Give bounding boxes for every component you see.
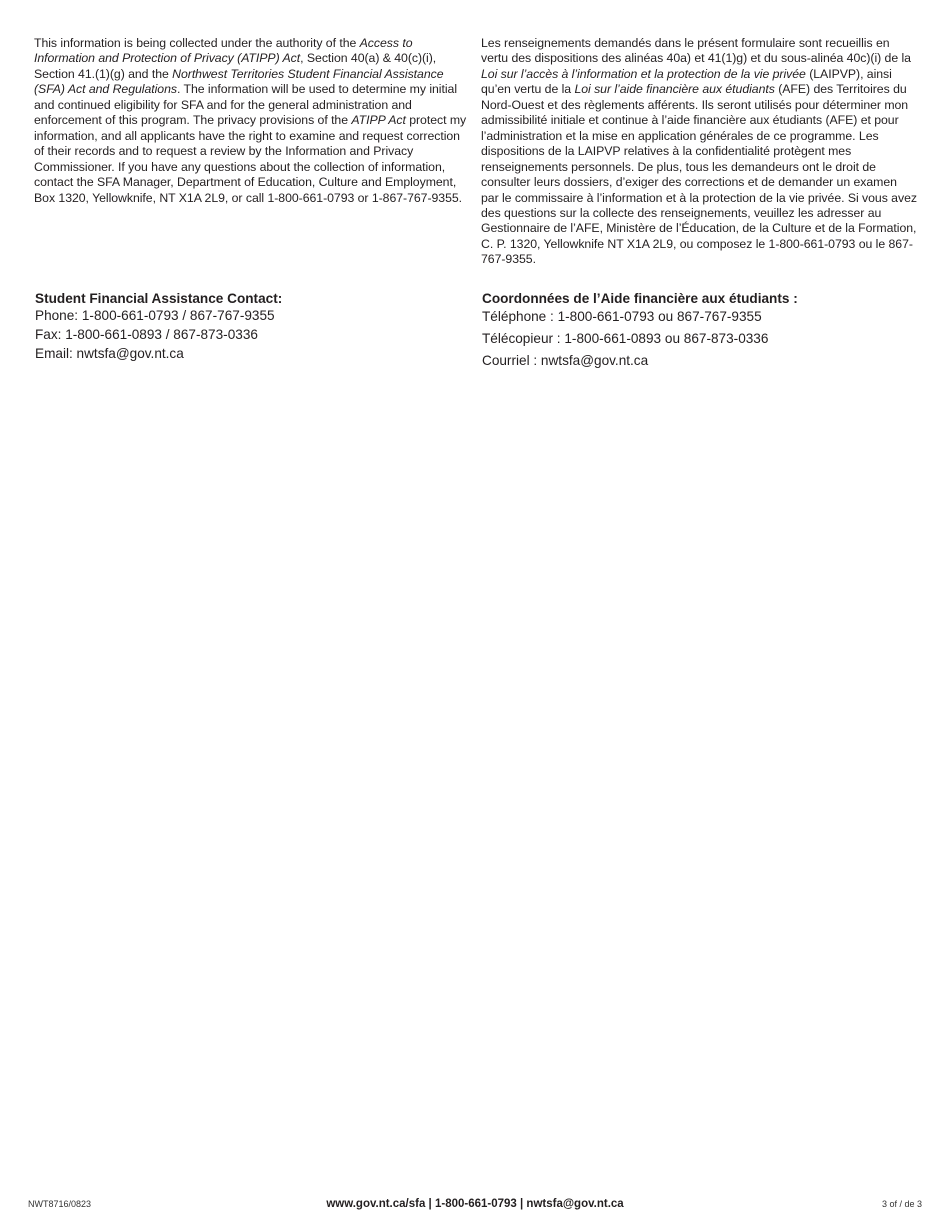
privacy-notice-english (34, 36, 472, 206)
contact-title-fr: Coordonnées de l’Aide financière aux étudiants : (482, 291, 798, 306)
contact-email-fr: Courriel : nwtsfa@gov.nt.ca (482, 353, 649, 368)
contact-phone-fr: Téléphone : 1-800-661-0793 ou 867-767-9355 (482, 309, 762, 324)
atipp-act-short: ATIPP Act (351, 113, 406, 128)
atipp-act-title: Access to Information and Protection of Privacy (ATIPP) Act (34, 36, 413, 66)
privacy-paragraph-en: This information is being collected under the authority of the Access to Information and Protection of Privacy (ATIPP) Act, Section 40(a) & 40(c)(i), Section 41.(1)(g) and the Northwest Territories Student Financial Assistance (SFA) Act and Regulations. The information will be used to determine my initial and continued eligibility for SFA and for the general administration and enforcement of this program. The privacy provisions of the ATIPP Act protect my information, and all applicants have the right to examine and request correction of their records and to request a review by the Information and Privacy Commissioner. If you have any questions about the collection of information, contact the SFA Manager, Department of Education, Culture and Employment, Box 1320, Yellowknife, NT X1A 2L9, or call 1-800-661-0793 or 1-867-767-9355. (34, 36, 467, 205)
privacy-paragraph-fr: Les renseignements demandés dans le présent formulaire sont recueillis en vertu des dispositions des alinéas 40a) et 41(1)g) et du sous-alinéa 40c)(i) de la Loi sur l’accès à l’information et la protection de la vie privée (LAIPVP), ainsi qu’en vertu de la Loi sur l’aide financière aux étudiants (AFE) des Territoires du Nord-Ouest et des règlements afférents. Ils seront utilisés pour déterminer mon admissibilité initiale et continue à l’aide financière aux étudiants (AFE) et pour l’administration et la mise en application générales de ce programme. Les dispositions de la LAIPVP relatives à la confidentialité protègent mes renseignements personnels. De plus, tous les demandeurs ont le droit de consulter leurs dossiers, d’exiger des corrections et de demander un examen par le commissaire à l’information et à la protection de la vie privée. Si vous avez des questions sur la collecte des renseignements, veuillez les adresser au Gestionnaire de l’AFE, Ministère de l’Éducation, de la Culture et de la Formation, C. P. 1320, Yellowknife NT X1A 2L9, ou composez le 1-800-661-0793 ou le 867-767-9355. (481, 36, 917, 267)
contact-phone-en: Phone: 1-800-661-0793 / 867-767-9355 (35, 308, 275, 323)
privacy-notice-french (481, 36, 917, 268)
contact-fax-en: Fax: 1-800-661-0893 / 867-873-0336 (35, 326, 258, 342)
afe-act-title: Loi sur l’aide financière aux étudiants (574, 82, 775, 97)
contact-block-english (35, 290, 282, 363)
contact-block-french (482, 290, 798, 372)
laipvp-act-title: Loi sur l’accès à l’information et la protection de la vie privée (481, 66, 806, 81)
sfa-act-title: Northwest Territories Student Financial Assistance (SFA) Act and Regulations (34, 66, 444, 97)
contact-email-en: Email: nwtsfa@gov.nt.ca (35, 345, 184, 361)
form-code: NWT8716/0823 (28, 1199, 92, 1209)
footer-contact-line: www.gov.nt.ca/sfa | 1-800-661-0793 | nwtsfa@gov.nt.ca (326, 1198, 624, 1210)
contact-title-en: Student Financial Assistance Contact: (35, 291, 283, 306)
contact-fax-fr: Télécopieur : 1-800-661-0893 ou 867-873-0336 (482, 331, 769, 346)
page-number: 3 of / de 3 (881, 1199, 922, 1209)
